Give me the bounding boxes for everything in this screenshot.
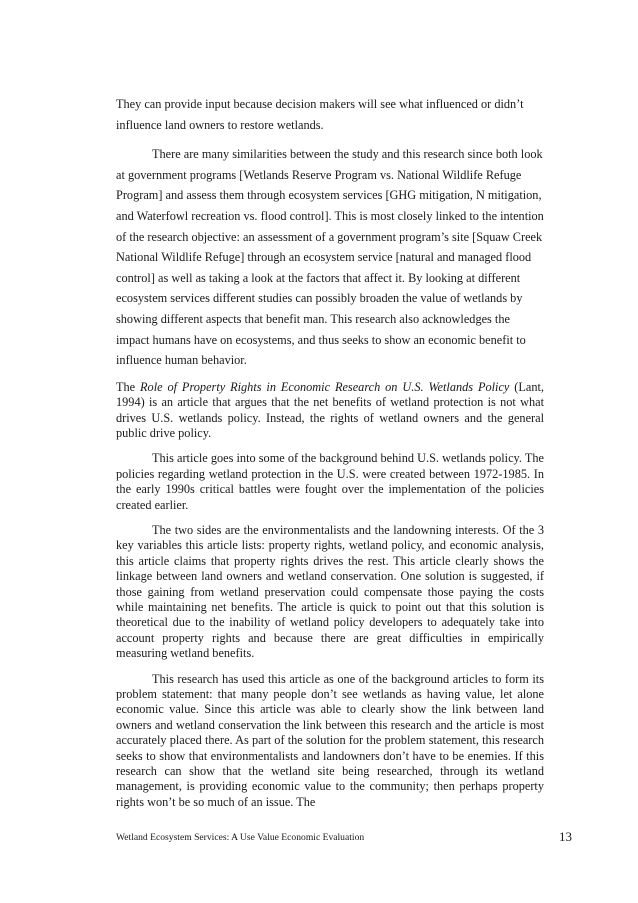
page-footer <box>116 829 572 849</box>
paragraph-lant-article <box>116 380 544 442</box>
paragraph-background: This article goes into some of the background behind U.S. wetlands policy. The policies regarding wetland protection in the U.S. were created between 1972-1985. In the early 1990s critical battles were fought over the implementation of the policies created earlier. <box>116 451 544 512</box>
article-title: Role of Property Rights in Economic Research on U.S. Wetlands Policy <box>140 379 510 394</box>
paragraph-two-sides: The two sides are the environmentalists and the landowning interests. Of the 3 key variables this article lists: property rights, wetland policy, and economic analysis, this article claims that property rights drives the rest. This article clearly shows the linkage between land owners and wetland conservation. One solution is suggested, if those gaining from wetland preservation could compensate those paying the costs while maintaining net benefits. The article is quick to point out that this solution is theoretical due to the inability of wetland policy developers to adequately take into account property rights and because there are great difficulties in empirically measuring wetland benefits. <box>116 522 544 661</box>
body-text <box>116 94 544 810</box>
paragraph-continuation: They can provide input because decision makers will see what influenced or didn’t influence land owners to restore wetlands. <box>116 97 524 132</box>
paragraph-rest: (Lant, 1994) is an article that argues that the net benefits of wetland protection is not what drives U.S. wetlands policy. Instead, the rights of wetland owners and the general public drive policy. <box>116 379 544 440</box>
footer-title: Wetland Ecosystem Services: A Use Value Economic Evaluation <box>116 832 365 843</box>
paragraph-research-use: This research has used this article as one of the background articles to form its problem statement: that many people don’t see wetlands as having value, let alone economic value. Since this article was able to clearly show the link between land owners and wetland conservation the link between this research and the article is most accurately placed there. As part of the solution for the problem statement, this research seeks to show that environmentalists and landowners don’t have to be enemies. If this research can show that the wetland site being researched, through its wetland management, is providing economic value to the community; then perhaps property rights won’t be so much of an issue. The <box>116 671 544 809</box>
paragraph-lead: The <box>116 379 141 394</box>
page-number: 13 <box>559 829 572 844</box>
paragraph-similarities: There are many similarities between the study and this research since both look at government programs [Wetlands Reserve Program vs. National Wildlife Refuge Program] and assess them through ecosystem services [GHG mitigation, N mitigation, and Waterfowl recreation vs. flood control]. This is most closely linked to the intention of the research objective: an assessment of a government program’s site [Squaw Creek National Wildlife Refuge] through an ecosystem service [natural and managed flood control] as well as taking a look at the factors that affect it. By looking at different ecosystem services different studies can possibly broaden the value of wetlands by showing different aspects that benefit man. This research also acknowledges the impact humans have on ecosystems, and thus seeks to show an economic benefit to influence human behavior. <box>116 147 544 368</box>
